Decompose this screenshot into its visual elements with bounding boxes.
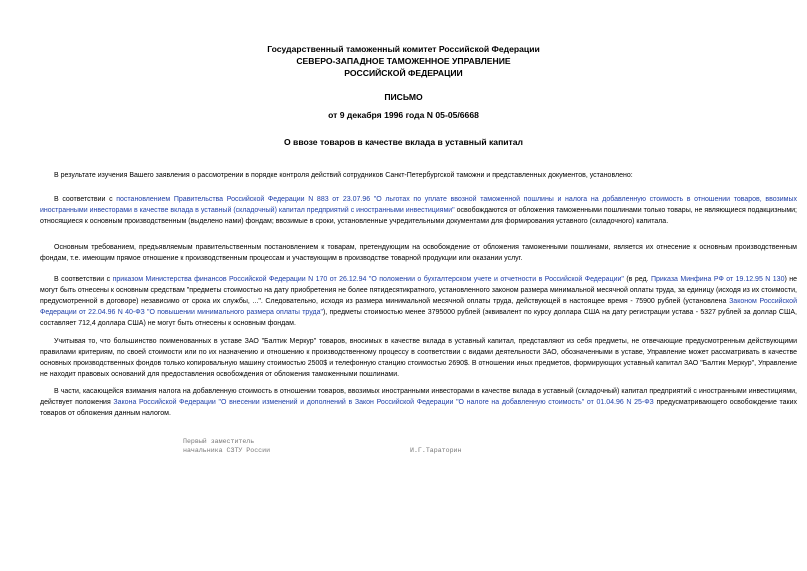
- paragraph-4-text-d: ), предметы стоимостью менее 3795000 рублей (эквивалент по курсу доллара США на дату регистрации устава - 5327 рублей за доллар США, составляет 712,4 доллара США) не могут быть отнесены к основным фондам.: [40, 309, 798, 327]
- paragraph-5-text: Учитывая то, что большинство поименованных в уставе ЗАО "Балтик Меркур" товаров, вносимых в качестве вклада в уставный капитал, представляют из себя предметы, не отвечающие предусмотренным действующими правилами критериям, по своей стоимости или по их назначению и отношению к производственному процессу в соответствии с видами деятельности ЗАО, обозначенными в уставе, Управление может рассматривать в качестве основных производственных фондов только копировальную машину стоимостью 2500$ и телефонную станцию стоимостью 2690$. В отношении иных предметов, формирующих уставный капитал ЗАО "Балтик Меркур", Управление не находит правовых оснований для предоставления освобождения от обложения таможенными пошлинами.: [40, 338, 797, 378]
- paragraph-6-text-a: В части, касающейся взимания налога на добавленную стоимость в отношении товаров, ввозимых иностранными инвесторами в качестве вклада в уставный (складочный) капитал предприятий с иностранными инвестициями, действует положения: [40, 388, 797, 406]
- paragraph-2-text-b: освобождаются от обложения таможенными пошлинами только товары, не являющиеся подакцизными; относящиеся к основным производственным (выделено нами) фондам; ввозимые в сроки, установленные учредительными документами для формирования уставного (складочного) капитала.: [40, 207, 797, 225]
- signature-position-line2: начальника СЗТУ России: [183, 447, 271, 454]
- link-government-decree-883[interactable]: постановлением Правительства Российской Федерации N 883 от 23.07.96 "О льготах по уплате ввозной таможенной пошлины и налога на добавленную стоимость в отношении товаров, ввозимых иностранными инвесторами в качестве вклада в уставный (складочный) капитал предприятий с иностранными инвестициями": [40, 196, 798, 214]
- paragraph-4-text-b: (в ред.: [623, 276, 651, 283]
- link-minfin-order-170[interactable]: приказом Министерства финансов Российской Федерации N 170 от 26.12.94 "О положении о бухгалтерском учете и отчетности в Российской Федерации": [112, 276, 624, 283]
- paragraph-6: [40, 386, 797, 419]
- paragraph-5: [40, 336, 797, 380]
- paragraph-2-text-a: В соответствии с: [54, 196, 117, 203]
- paragraph-4: [40, 274, 797, 329]
- paragraph-4-text-a: В соответствии с: [54, 276, 113, 283]
- document-subject: О ввозе товаров в качестве вклада в уставный капитал: [283, 137, 523, 147]
- document-type: ПИСЬМО: [384, 92, 423, 102]
- paragraph-3: [40, 242, 797, 264]
- signature-position-line1: Первый заместитель: [183, 438, 255, 445]
- paragraph-4-text-c: ) не могут быть отнесены к основным средствам "предметы стоимостью на дату приобретения не более пятидесятикратного, установленного законом размера минимальной месячной оплаты труда, за единицу (исходя из их стоимости, предусмотренной в договоре) независимо от срока их службы, ...". Следовательно, исходя из размера минимальной месячной оплаты труда, действующей в настоящее время - 75900 рублей (установлена: [40, 276, 798, 305]
- paragraph-6-text-b: предусматривающего освобождение таких товаров от обложения данным налогом.: [40, 399, 797, 417]
- link-law-40-fz[interactable]: Законом Российской Федерации от 22.04.96 N 40-ФЗ "О повышении минимального размера оплаты труда": [40, 298, 797, 316]
- link-vat-law-25-fz[interactable]: Закона Российской Федерации "О внесении изменений и дополнений в Закон Российской Федерации "О налоге на добавленную стоимость" от 01.04.96 N 25-ФЗ: [113, 399, 654, 406]
- document-date: от 9 декабря 1996 года N 05-05/6668: [328, 110, 479, 120]
- paragraph-2: [40, 194, 797, 227]
- paragraph-1: [40, 170, 797, 181]
- org-name-line2: СЕВЕРО-ЗАПАДНОЕ ТАМОЖЕННОЕ УПРАВЛЕНИЕ: [296, 56, 511, 66]
- org-name-line1: Государственный таможенный комитет Российской Федерации: [267, 44, 540, 54]
- paragraph-1-text: В результате изучения Вашего заявления о рассмотрении в порядке контроля действий сотрудников Санкт-Петербургской таможни и представленных документов, установлено:: [54, 172, 633, 179]
- paragraph-3-text: Основным требованием, предъявляемым правительственным постановлением к товарам, претендующим на освобождение от обложения таможенными пошлинами, является их отнесение к основным производственным фондам, т.е. имеющим прямое отношение к производственным процессам и участвующим в производстве товарной продукции или оказании услуг.: [40, 244, 797, 262]
- org-name-line3: РОССИЙСКОЙ ФЕДЕРАЦИИ: [344, 68, 463, 78]
- link-minfin-order-130[interactable]: Приказа Минфина РФ от 19.12.95 N 130: [650, 276, 785, 283]
- signature-name: И.Г.Тараторин: [410, 447, 462, 454]
